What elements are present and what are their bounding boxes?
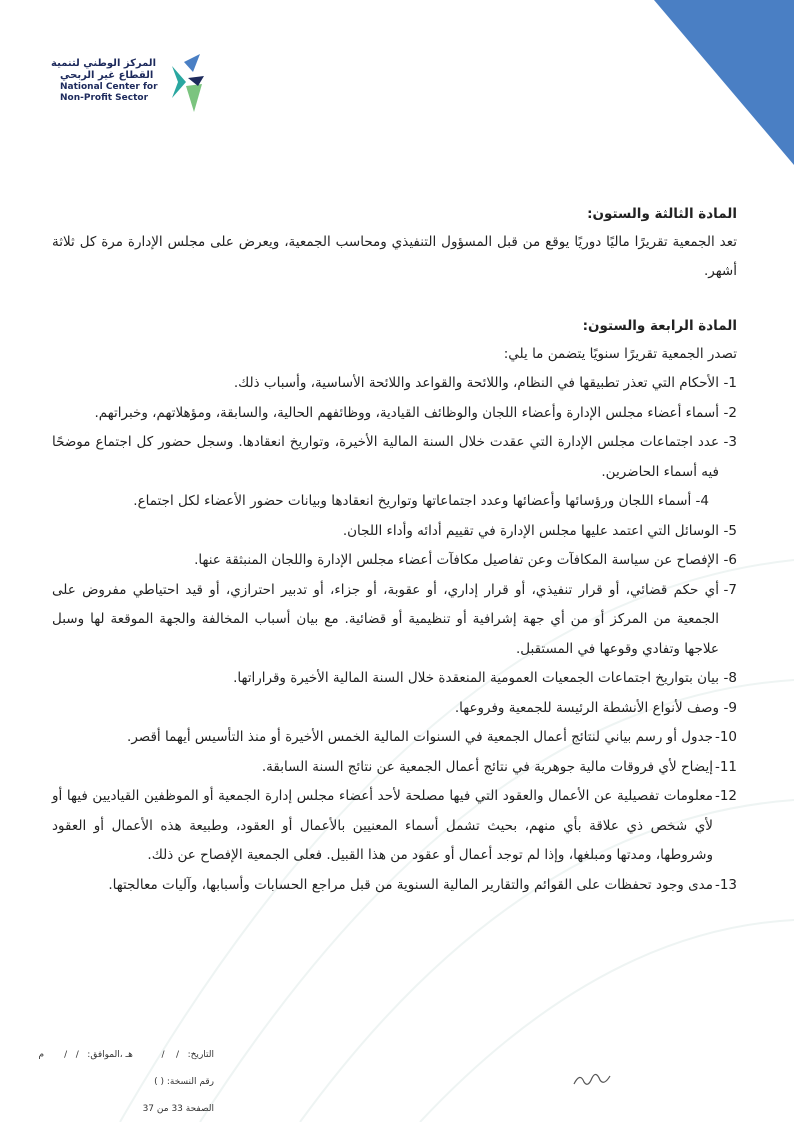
list-item	[52, 399, 737, 429]
item-number: 7-	[723, 581, 737, 598]
list-item	[52, 782, 737, 871]
logo-en-line1: National Center for	[60, 82, 158, 92]
item-number: 6-	[723, 552, 737, 568]
list-item	[52, 664, 737, 694]
document-body	[52, 200, 737, 900]
logo-arabic-text	[51, 58, 156, 82]
item-text: عدد اجتماعات مجلس الإدارة التي عقدت خلال السنة المالية الأخيرة، وتواريخ انعقادها. وسجل حضور كل اجتماع موضحًا فيه أسماء الحاضرين.	[52, 434, 719, 480]
list-item	[52, 546, 737, 576]
footer-date-line: التاريخ: / / هـ ،الموافق: / / م	[38, 1050, 214, 1060]
footer-page-number: الصفحة 33 من 37	[142, 1104, 214, 1114]
item-number: 1-	[723, 375, 737, 391]
list-item	[52, 694, 737, 724]
article-64-intro: تصدر الجمعية تقريرًا سنويًا يتضمن ما يلي:	[503, 346, 737, 362]
item-number: 12-	[714, 788, 737, 804]
article-64-title: المادة الرابعة والستون:	[582, 318, 737, 334]
list-item	[52, 487, 737, 517]
item-text: بيان بتواريخ اجتماعات الجمعيات العمومية المنعقدة خلال السنة المالية الأخيرة وقراراتها.	[233, 670, 719, 686]
item-text: وصف لأنواع الأنشطة الرئيسة للجمعية وفروعها.	[454, 699, 719, 716]
logo-ar-line1: المركز الوطني لتنمية	[51, 58, 156, 69]
item-number: 13-	[714, 876, 737, 893]
logo-ar-line2: القطاع غير الربحي	[60, 70, 154, 81]
item-number: 10-	[714, 729, 737, 745]
item-text: إيضاح لأي فروقات مالية جوهرية في نتائج أعمال الجمعية عن نتائج السنة السابقة.	[261, 758, 713, 775]
article-63-title: المادة الثالثة والستون:	[587, 206, 737, 222]
signature-icon	[572, 1066, 612, 1090]
list-item	[52, 576, 737, 665]
logo-english-text	[60, 82, 160, 104]
item-text: معلومات تفصيلية عن الأعمال والعقود التي فيها مصلحة لأحد أعضاء مجلس إدارة الجمعية أو الموظفين القياديين فيها أو لأي شخص ذي علاقة بأي منهم، بحيث تشمل أسماء المعنيين بالأعمال أو العقود، وطبيعة هذه الأعمال أو العقود وشروطها، ومدتها ومبلغها، وإذا لم توجد أعمال أو عقود من هذا القبيل. فعلى الجمعية الإفصاح عن ذلك.	[52, 788, 713, 863]
logo	[51, 52, 220, 118]
list-item	[52, 871, 737, 901]
footer-copy-number: رقم النسخة: ( )	[154, 1077, 214, 1087]
item-text: جدول أو رسم بياني لنتائج أعمال الجمعية في السنوات المالية الخمس الأخيرة أو منذ التأسيس أيهما أقصر.	[127, 729, 713, 745]
item-number: 2-	[723, 404, 737, 421]
list-item	[52, 753, 737, 783]
item-text: أسماء أعضاء مجلس الإدارة وأعضاء اللجان والوظائف القيادية، ووظائفهم الحالية، والسابقة، ومؤهلاتهم، وخبراتهم.	[94, 404, 719, 421]
item-number: 5-	[723, 522, 737, 539]
arrows-logo-icon	[160, 52, 208, 114]
list-item	[52, 517, 737, 547]
item-text: الإفصاح عن سياسة المكافآت وعن تفاصيل مكافآت أعضاء مجلس الإدارة واللجان المنبثقة عنها.	[194, 552, 719, 568]
item-text: الوسائل التي اعتمد عليها مجلس الإدارة في تقييم أدائه وأداء اللجان.	[342, 522, 719, 539]
list-item	[52, 428, 737, 487]
item-text: أسماء اللجان ورؤسائها وأعضائها وعدد اجتماعاتها وتواريخ انعقادها وبيانات حضور الأعضاء لكل اجتماع.	[133, 493, 692, 509]
item-number: 3-	[723, 434, 737, 450]
item-number: 9-	[723, 699, 737, 716]
list-item	[52, 369, 737, 399]
item-number: 11-	[714, 758, 737, 775]
item-number: 8-	[723, 670, 737, 686]
list-item	[52, 723, 737, 753]
article-63-text: تعد الجمعية تقريرًا ماليًا دوريًا يوقع من قبل المسؤول التنفيذي ومحاسب الجمعية، ويعرض على مجلس الإدارة مرة كل ثلاثة أشهر.	[52, 234, 737, 279]
item-text: أي حكم قضائي، أو قرار تنفيذي، أو قرار إداري، أو عقوبة، أو جزاء، أو تدبير احترازي، أو قيد احتياطي مفروض على الجمعية من المركز أو من أي جهة إشرافية أو تنظيمية أو قضائية. مع بيان أسباب المخالفة والجهة الموقعة لها وسبل علاجها وتفادي وقوعها في المستقبل.	[52, 581, 719, 657]
logo-en-line2: Non-Profit Sector	[60, 93, 149, 103]
page-footer	[38, 1048, 214, 1129]
corner-triangle-decoration	[614, 0, 794, 170]
item-text: مدى وجود تحفظات على القوائم والتقارير المالية السنوية من قبل مراجع الحسابات وأسبابها، وآليات معالجتها.	[108, 876, 713, 893]
article-64-list	[52, 369, 737, 900]
item-text: الأحكام التي تعذر تطبيقها في النظام، واللائحة والقواعد واللائحة الأساسية، وأسباب ذلك.	[233, 375, 719, 391]
item-number: 4-	[695, 493, 709, 509]
